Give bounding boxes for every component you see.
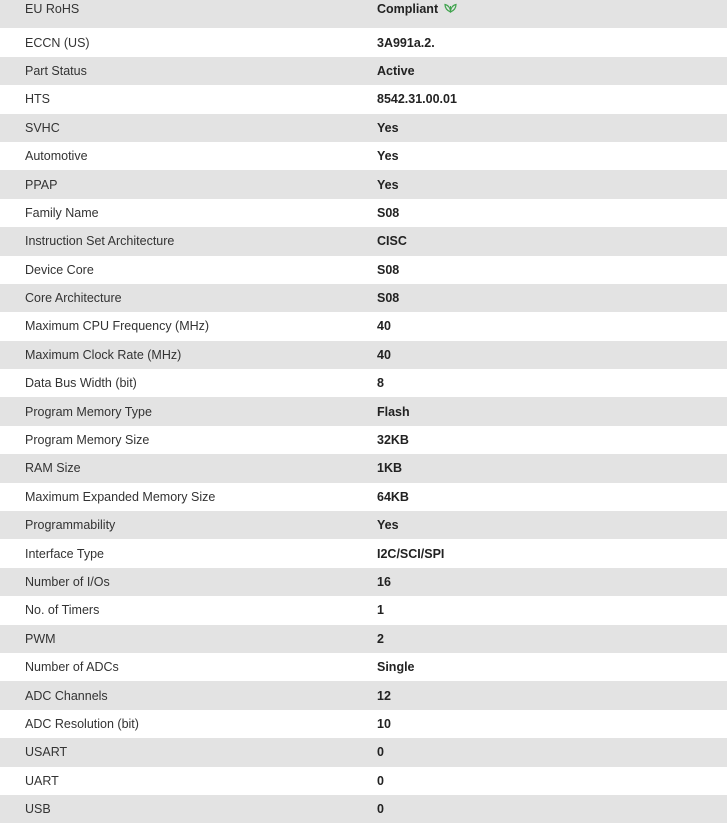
leaf-icon: [444, 2, 457, 16]
spec-label: PPAP: [0, 170, 377, 198]
spec-row-adc-channels: [0, 681, 727, 709]
spec-value: Compliant: [377, 2, 439, 16]
spec-label: Programmability: [0, 511, 377, 539]
spec-value: CISC: [377, 227, 727, 255]
spec-value: Yes: [377, 142, 727, 170]
spec-row-max-expanded-memory: [0, 483, 727, 511]
spec-row-number-of-adcs: [0, 653, 727, 681]
spec-label: Device Core: [0, 256, 377, 284]
spec-row-program-memory-type: [0, 397, 727, 425]
spec-row-data-bus-width: [0, 369, 727, 397]
spec-value: 0: [377, 767, 727, 795]
spec-row-svhc: [0, 114, 727, 142]
spec-label: Part Status: [0, 57, 377, 85]
spec-value: Active: [377, 57, 727, 85]
spec-row-adc-resolution: [0, 710, 727, 738]
spec-value: 32KB: [377, 426, 727, 454]
spec-row-eu-rohs: [0, 0, 727, 28]
spec-row-device-core: [0, 256, 727, 284]
spec-value: 2: [377, 625, 727, 653]
spec-row-ppap: [0, 170, 727, 198]
spec-label: RAM Size: [0, 454, 377, 482]
spec-value: Single: [377, 653, 727, 681]
spec-row-usb: [0, 795, 727, 823]
spec-label: Automotive: [0, 142, 377, 170]
spec-label: Maximum CPU Frequency (MHz): [0, 312, 377, 340]
spec-label: Program Memory Size: [0, 426, 377, 454]
spec-label: Data Bus Width (bit): [0, 369, 377, 397]
spec-value: 40: [377, 312, 727, 340]
spec-row-usart: [0, 738, 727, 766]
spec-label: Family Name: [0, 199, 377, 227]
spec-label: Program Memory Type: [0, 397, 377, 425]
spec-value: Yes: [377, 114, 727, 142]
spec-row-isa: [0, 227, 727, 255]
spec-label: PWM: [0, 625, 377, 653]
spec-value: 0: [377, 738, 727, 766]
spec-value: 8: [377, 369, 727, 397]
spec-value: 12: [377, 681, 727, 709]
spec-label: UART: [0, 767, 377, 795]
spec-value: 64KB: [377, 483, 727, 511]
spec-value: 8542.31.00.01: [377, 85, 727, 113]
spec-label: Core Architecture: [0, 284, 377, 312]
spec-value: S08: [377, 199, 727, 227]
spec-row-pwm: [0, 625, 727, 653]
spec-value: 3A991a.2.: [377, 28, 727, 56]
spec-row-uart: [0, 767, 727, 795]
spec-row-family-name: [0, 199, 727, 227]
spec-value: Flash: [377, 397, 727, 425]
spec-value: S08: [377, 256, 727, 284]
spec-row-number-of-timers: [0, 596, 727, 624]
spec-label: Maximum Clock Rate (MHz): [0, 341, 377, 369]
spec-label: ADC Channels: [0, 681, 377, 709]
spec-label: Maximum Expanded Memory Size: [0, 483, 377, 511]
spec-value: Yes: [377, 170, 727, 198]
spec-row-max-clock-rate: [0, 341, 727, 369]
spec-label: Number of ADCs: [0, 653, 377, 681]
spec-row-program-memory-size: [0, 426, 727, 454]
spec-row-ram-size: [0, 454, 727, 482]
spec-row-max-cpu-frequency: [0, 312, 727, 340]
spec-label: SVHC: [0, 114, 377, 142]
spec-row-part-status: [0, 57, 727, 85]
spec-row-number-of-ios: [0, 568, 727, 596]
spec-value: 10: [377, 710, 727, 738]
spec-label: Instruction Set Architecture: [0, 227, 377, 255]
spec-value: 1: [377, 596, 727, 624]
spec-label: ECCN (US): [0, 28, 377, 56]
spec-value: S08: [377, 284, 727, 312]
spec-value: 1KB: [377, 454, 727, 482]
spec-label: USB: [0, 795, 377, 823]
spec-value: Yes: [377, 511, 727, 539]
spec-row-programmability: [0, 511, 727, 539]
spec-row-hts: [0, 85, 727, 113]
spec-label: ADC Resolution (bit): [0, 710, 377, 738]
spec-value-cell: [377, 0, 727, 28]
spec-row-eccn: [0, 28, 727, 56]
spec-label: Interface Type: [0, 539, 377, 567]
spec-label: USART: [0, 738, 377, 766]
spec-row-automotive: [0, 142, 727, 170]
spec-row-interface-type: [0, 539, 727, 567]
spec-value: 40: [377, 341, 727, 369]
spec-label: HTS: [0, 85, 377, 113]
spec-value: 0: [377, 795, 727, 823]
spec-row-core-architecture: [0, 284, 727, 312]
spec-label: Number of I/Os: [0, 568, 377, 596]
spec-value: I2C/SCI/SPI: [377, 539, 727, 567]
spec-value: 16: [377, 568, 727, 596]
spec-label: No. of Timers: [0, 596, 377, 624]
spec-label: EU RoHS: [0, 0, 377, 28]
